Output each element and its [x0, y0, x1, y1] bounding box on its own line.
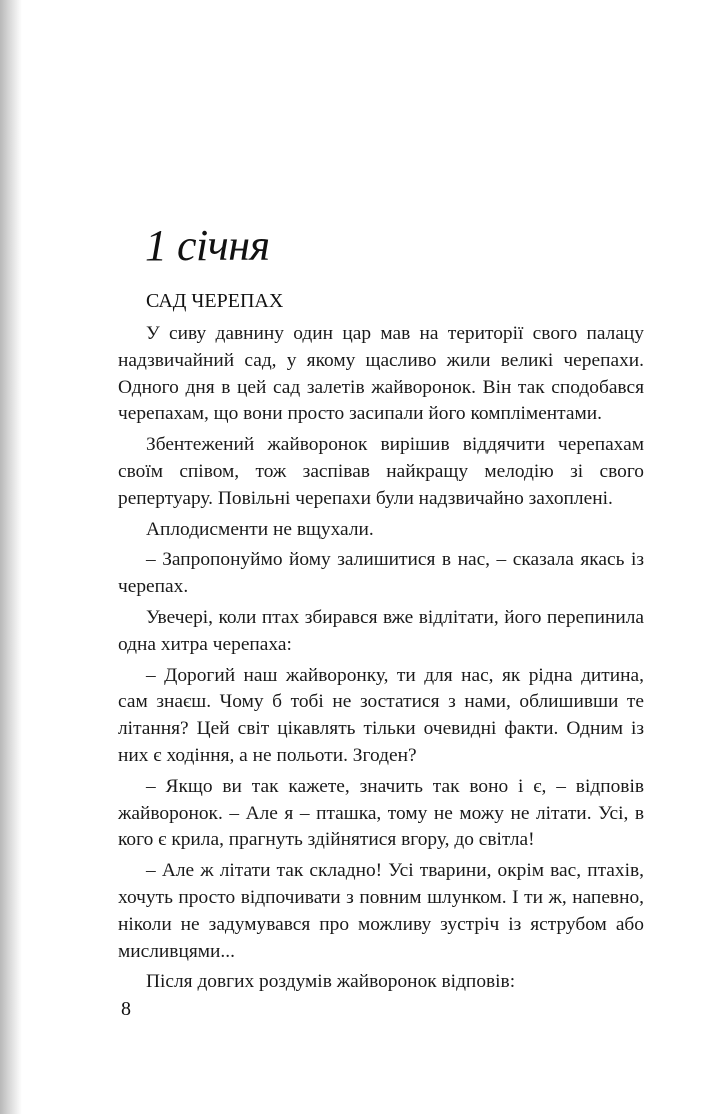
- paragraph: Увечері, коли птах збирався вже відлітати, його перепинила одна хитра черепаха:: [118, 606, 644, 655]
- paragraph: – Дорогий наш жайворонку, ти для нас, як рідна дитина, сам знаєш. Чому б тобі не зостатися з нами, облишивши те літання? Цей світ цікавлять тільки очевидні факти. Одним із них є ходіння, а не польоти. Згоден?: [118, 664, 644, 766]
- paragraph: – Якщо ви так кажете, значить так воно і є, – відповів жайворонок. – Але я – пташка, тому не можу не літати. Усі, в кого є крила, прагнуть здійнятися вгору, до світла!: [118, 775, 644, 851]
- paragraph: – Але ж літати так складно! Усі тварини, окрім вас, птахів, хочуть просто відпочивати з повним шлунком. І ти ж, напевно, ніколи не задумувався про можливу зустріч із яструбом або мисливцями...: [118, 860, 644, 962]
- paragraph: Після довгих роздумів жайворонок відповів:: [146, 971, 516, 993]
- date-heading: 1 січня: [145, 221, 270, 270]
- paragraph: – Запропонуймо йому залишитися в нас, – сказала якась із черепах.: [118, 549, 644, 598]
- paragraph: Збентежений жайворонок вирішив віддячити черепахам своїм співом, тож заспівав найкращу мелодію зі свого репертуару. Повільні черепахи були надзвичайно захоплені.: [118, 434, 644, 509]
- page-number: 8: [121, 998, 131, 1020]
- story-title: САД ЧЕРЕПАХ: [146, 290, 284, 312]
- paragraph: Аплодисменти не вщухали.: [146, 518, 374, 540]
- paragraph: У сиву давнину один цар мав на території свого палацу надзвичайний сад, у якому щасливо жили великі черепахи. Одного дня в цей сад залетів жайворонок. Він так сподобався черепахам, що вони просто засипали його компліментами.: [118, 323, 644, 425]
- story-body: [118, 321, 644, 996]
- binding-shadow: [0, 0, 22, 1114]
- book-page: [118, 0, 644, 1114]
